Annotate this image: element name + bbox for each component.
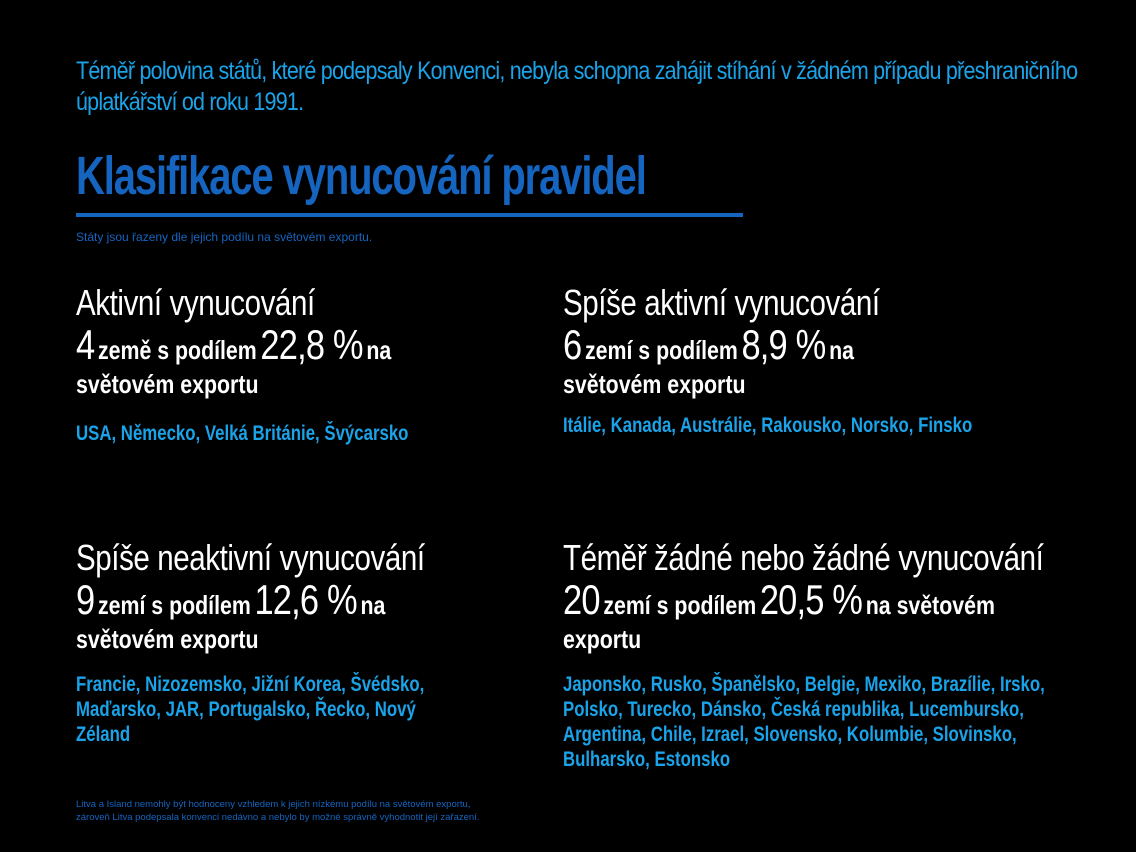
export-share: 22,8 % [260, 321, 363, 368]
count-text: země s podílem [97, 335, 257, 365]
country-count: 20 [563, 576, 600, 623]
category-almost-none [563, 538, 1083, 772]
export-share: 8,9 % [741, 321, 826, 368]
share-suffix: na [360, 590, 386, 620]
footnote: Litva a Island nemohly být hodnoceny vzhledem k jejich nízkému podílu na světovém exportu, zároveň Litva podepsala konvenci nedávno a nebylo by možné správně vyhodnotit její zařazení. [76, 799, 480, 823]
country-count: 4 [76, 321, 95, 368]
category-heading: Aktivní vynucování [76, 282, 315, 323]
export-share: 12,6 % [254, 576, 357, 623]
share-suffix: na [829, 335, 854, 365]
category-heading: Spíše aktivní vynucování [563, 282, 880, 323]
country-count: 6 [563, 321, 582, 368]
stat-tail: světovém exportu [563, 369, 746, 399]
country-list: Francie, Nizozemsko, Jižní Korea, Švédsko, Maďarsko, JAR, Portugalsko, Řecko, Nový Zéland [76, 673, 425, 746]
stat-tail: exportu [563, 624, 642, 654]
share-suffix: na [366, 335, 392, 365]
stat-tail: světovém exportu [76, 369, 259, 399]
count-text: zemí s podílem [584, 335, 738, 365]
count-text: zemí s podílem [603, 590, 757, 620]
country-list: Japonsko, Rusko, Španělsko, Belgie, Mexiko, Brazílie, Irsko, Polsko, Turecko, Dánsko, Česká republika, Lucembursko, Argentina, Chile, Izrael, Slovensko, Kolumbie, Slovinsko, Bulharsko, Estonsko [563, 673, 1045, 771]
category-stat [76, 323, 535, 401]
category-stat [563, 578, 1022, 656]
export-share: 20,5 % [759, 576, 863, 623]
country-count: 9 [76, 576, 95, 623]
intro-statement: Téměř polovina států, které podepsaly Konvenci, nebyla schopna zahájit stíhání v žádném případu přeshraničního úplatkářství od roku 1991. [76, 57, 1078, 116]
title-underline [76, 213, 743, 217]
category-stat [563, 323, 1022, 401]
country-list: USA, Německo, Velká Británie, Švýcarsko [76, 422, 409, 445]
category-mostly-inactive [76, 538, 596, 747]
category-mostly-active [563, 283, 1083, 438]
category-stat [76, 578, 535, 656]
count-text: zemí s podílem [97, 590, 251, 620]
category-active [76, 283, 596, 446]
stat-tail: světovém exportu [76, 624, 259, 654]
category-heading: Téměř žádné nebo žádné vynucování [563, 537, 1044, 578]
subtitle: Státy jsou řazeny dle jejich podílu na světovém exportu. [76, 230, 373, 244]
share-suffix: na světovém [865, 590, 995, 620]
page-title: Klasifikace vynucování pravidel [76, 146, 646, 206]
category-heading: Spíše neaktivní vynucování [76, 537, 425, 578]
country-list: Itálie, Kanada, Austrálie, Rakousko, Norsko, Finsko [563, 414, 973, 437]
